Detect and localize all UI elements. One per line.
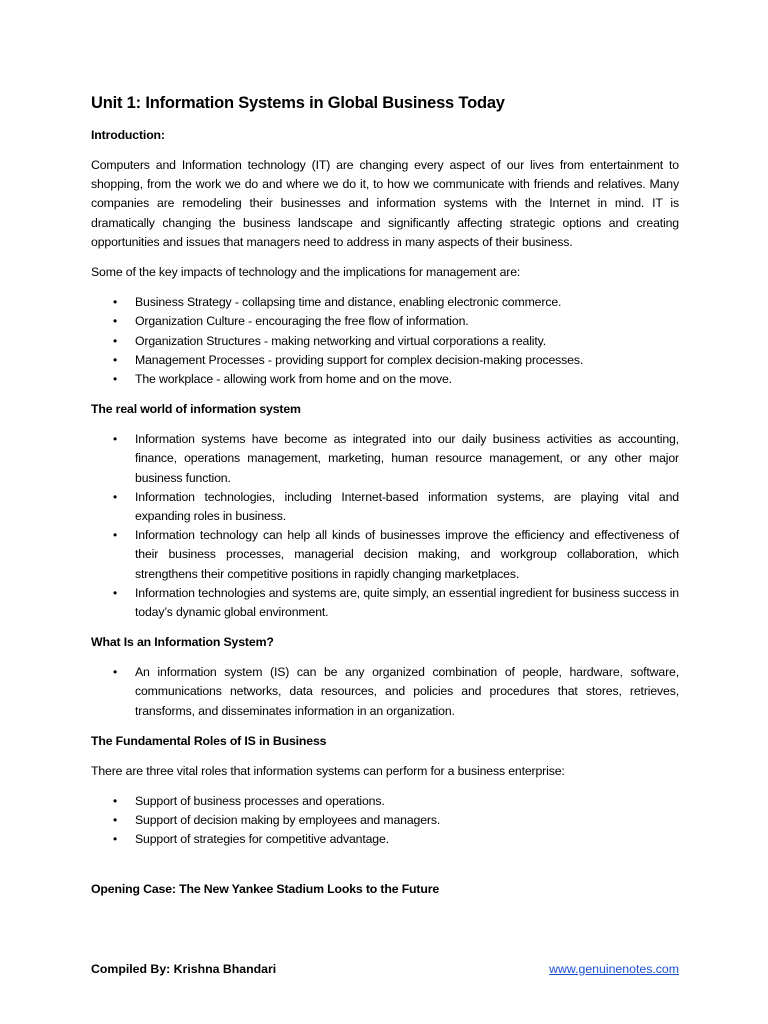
bullet-icon: • — [113, 372, 118, 387]
compiled-by-label: Compiled By: Krishna Bhandari — [91, 962, 277, 976]
list-item: • Support of business processes and operations. — [91, 792, 679, 811]
list-item: • Support of strategies for competitive advantage. — [91, 830, 679, 849]
bullet-icon: • — [113, 794, 118, 809]
bullet-icon: • — [113, 352, 118, 367]
roles-heading: The Fundamental Roles of IS in Business — [91, 733, 327, 748]
bullet-icon: • — [113, 333, 118, 348]
bullet-icon: • — [113, 314, 118, 329]
impacts-lead: Some of the key impacts of technology and the implications for management are: — [91, 265, 521, 280]
bullet-icon: • — [113, 813, 118, 828]
introduction-paragraph: Computers and Information technology (IT) are changing every aspect of our lives from entertainment to shopping, from the work we do and where we do it, to how we communicate with friends and relatives. Many companies are remodeling their businesses and information systems with the Internet in mind. IT is dramatically changing the business landscape and significantly affecting strategic options and creating opportunities and issues that managers need to address in many aspects of their business. — [91, 158, 679, 249]
website-link[interactable]: www.genuinenotes.com — [549, 962, 679, 976]
real-world-heading: The real world of information system — [91, 402, 301, 417]
list-item: • Information technology can help all kinds of businesses improve the efficiency and effectiveness of their business processes, managerial decision making, and workgroup collaboration, which strengthens their competitive positions in rapidly changing marketplaces. — [113, 528, 679, 581]
list-item: • Organization Culture - encouraging the free flow of information. — [91, 312, 679, 331]
real-world-list — [91, 430, 679, 622]
list-item: • Information technologies, including Internet-based information systems, are playing vital and expanding roles in business. — [113, 489, 679, 524]
opening-case-heading: Opening Case: The New Yankee Stadium Looks to the Future — [91, 881, 440, 896]
list-item: • Information technologies and systems are, quite simply, an essential ingredient for business success in today’s dynamic global environment. — [113, 585, 679, 620]
what-is-list — [91, 663, 679, 721]
list-item: • Support of decision making by employees and managers. — [91, 811, 679, 830]
what-is-heading: What Is an Information System? — [91, 635, 274, 650]
list-item: • Business Strategy - collapsing time and distance, enabling electronic commerce. — [91, 293, 679, 312]
list-item: • The workplace - allowing work from home and on the move. — [91, 370, 679, 389]
document-page — [91, 92, 679, 910]
bullet-icon: • — [113, 432, 118, 447]
impacts-list — [91, 293, 679, 389]
bullet-icon: • — [113, 489, 118, 504]
roles-list — [91, 792, 679, 850]
page-footer — [91, 960, 679, 979]
bullet-icon: • — [113, 665, 118, 680]
bullet-icon: • — [113, 585, 118, 600]
list-item: • Management Processes - providing support for complex decision-making processes. — [91, 351, 679, 370]
roles-lead: There are three vital roles that information systems can perform for a business enterprise: — [91, 763, 565, 778]
list-item: • Information systems have become as integrated into our daily business activities as accounting, finance, operations management, marketing, human resource management, or any other major business function. — [113, 432, 679, 485]
list-item: • An information system (IS) can be any organized combination of people, hardware, software, communications networks, data resources, and policies and procedures that stores, retrieves, transforms, and disseminates information in an organization. — [113, 665, 679, 718]
bullet-icon: • — [113, 528, 118, 543]
bullet-icon: • — [113, 832, 118, 847]
list-item: • Organization Structures - making networking and virtual corporations a reality. — [91, 332, 679, 351]
introduction-heading: Introduction: — [91, 128, 165, 142]
spacer — [91, 861, 679, 880]
document-title: Unit 1: Information Systems in Global Business Today — [91, 94, 505, 112]
bullet-icon: • — [113, 295, 118, 310]
